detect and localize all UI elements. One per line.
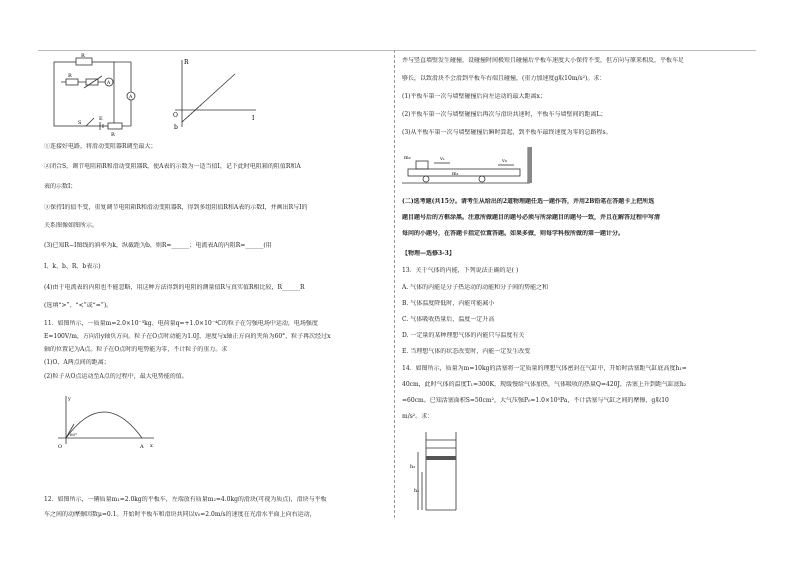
- svg-text:v₁: v₁: [440, 156, 445, 162]
- step-1: ①连接好电路，将滑动变阻器R调至最大；: [44, 143, 157, 150]
- svg-text:m₁: m₁: [452, 171, 459, 177]
- svg-text:O: O: [173, 112, 178, 119]
- svg-text:I: I: [252, 115, 255, 122]
- svg-text:x: x: [150, 443, 153, 449]
- svg-text:b: b: [174, 124, 178, 131]
- circuit-diagram: [46, 52, 151, 137]
- svg-text:S: S: [78, 120, 82, 126]
- r-i-graph: [170, 52, 260, 137]
- column-divider: [394, 50, 395, 518]
- right-column: 并与竖直墙壁发生碰撞，设碰撞时间极短且碰撞后平板车速度大小保持不变，但方向与原来相反，平板车足 够长，以致滑块不会滑到平板车右端且碰撞，(重力加速度g取10m/s²)。求： (1)平板车第一次与墙壁碰撞后向左运动的最大距离x； (2)平板车第一次与墙壁碰撞后再次与滑块共速时，平板车与墙壁间的距离L； (3)从平板车第一次与墙壁碰撞后瞬时算起，到平板车最终速度为零的总路程s。 m₂ m₁ v₁ v₀ (二)选考题(共15分。请考生从给出的2道物理题任选一题作答，并用2B铅笔在答题卡上把所选 题目题号后的方框涂黑。注意所做题目的题号必须与所涂题目的题号一致，并且在解答过程中写清 每问的小题号，在答题卡指定位置答题。如果多做，则每学科按所做的第一题计分。 【物理—选修3-3】 13．关于气体的内能，下列说法正确的是( ) A. 气体的内能是分子热运动的动能和分子间的势能之和 B. 气体温度降低时，内能可能减小 C. 气体吸收热量后，温度一定升高 D. 一定量的某种理想气体的内能只与温度有关 E. 当理想气体的状态改变时，内能一定发生改变 14．如图所示，质量为m=10kg的活塞将一定质量的理想气体密封在气缸中，开始时活塞距气缸底高度h₁= 40cm，此时气体的温度T₁=300K，现缓慢给气体加热，气体吸收的热量Q=420J，活塞上升到距气缸底h₂ =60cm。已知活塞面积S=50cm²，大气压强P₀=1.0×10⁵Pa，不计活塞与气缸之间的摩擦，g取10 m/s²。求： h₂ h₁: [402, 0, 757, 562]
- svg-text:O: O: [58, 444, 63, 450]
- step-3: ③保持I的值不变，重复调节电阻箱R和滑动变阻器R，得到多组阻值R和A表的示数I，并画出R与I的: [44, 204, 308, 211]
- svg-text:v₀: v₀: [502, 158, 507, 164]
- svg-text:E: E: [99, 116, 103, 122]
- option-a: A. 气体的内能是分子热运动的动能和分子间的势能之和: [402, 284, 549, 291]
- svg-text:A: A: [107, 81, 111, 86]
- svg-text:A: A: [129, 95, 133, 100]
- cylinder-diagram: [406, 428, 466, 516]
- svg-text:m₂: m₂: [404, 155, 411, 161]
- cart-wall-diagram: [402, 145, 552, 187]
- svg-text:60°: 60°: [70, 432, 78, 437]
- option-b: B. 气体温度降低时，内能可能减小: [402, 300, 495, 307]
- option-c: C. 气体吸收热量后，温度一定升高: [402, 316, 495, 323]
- question-3: (3)已知R−I图线的斜率为k，纵截距为b，则R=______；电流表A的内阻R=______(用: [44, 242, 272, 249]
- svg-text:y: y: [68, 396, 71, 402]
- option-d: D. 一定量的某种理想气体的内能只与温度有关: [402, 332, 525, 339]
- svg-text:h₁: h₁: [414, 488, 420, 494]
- step-2: ②闭合S，调节电阻箱R和滑动变阻器R，使A表的示数为一适当值I，记下此时电阻箱的阻值R和A: [44, 163, 301, 170]
- label-r: R: [81, 53, 85, 59]
- elective-instructions: (二)选考题(共15分。请考生从给出的2道物理题任选一题作答，并用2B铅笔在答题卡上把所选: [402, 198, 655, 205]
- question-12: 12．如图所示，一辆质量m₁=2.0kg的平板车，左端放有质量m₂=4.0kg的滑块(可视为质点)，滑块与平板: [44, 496, 327, 503]
- question-11: 11．如图所示，一质量m=2.0×10⁻³kg、电荷量q=+1.0×10⁻⁴C的粒子在匀强电场中运动，电场强度: [44, 320, 318, 327]
- svg-text:R: R: [68, 73, 72, 79]
- piston: [426, 456, 456, 460]
- elective-title: 【物理—选修3-3】: [402, 250, 455, 257]
- question-14: 14．如图所示，质量为m=10kg的活塞将一定质量的理想气体密封在气缸中，开始时活塞距气缸底高度h₁=: [402, 365, 687, 372]
- option-e: E. 当理想气体的状态改变时，内能一定发生改变: [402, 348, 531, 355]
- svg-text:R: R: [111, 132, 115, 137]
- svg-text:R: R: [184, 59, 189, 66]
- trajectory-diagram: [44, 392, 159, 454]
- svg-text:h₂: h₂: [410, 464, 416, 470]
- svg-text:A: A: [140, 444, 144, 450]
- question-4: (4)由于电流表的内阻也不能忽略，用这种方法得到的电阻的测量值R与真实值R相比较，R______R: [44, 284, 305, 291]
- question-13: 13．关于气体的内能，下列说法正确的是( ): [402, 267, 519, 274]
- left-column: R R A A S E R R I O b ①连接好电路，将滑动变阻器R调至最大； ②闭合S，调节电阻箱R和滑动变阻器R，使A表的示数为一适当值I，记下此时电阻箱的阻值R和A 表的示数I； ③保持I的值不变，重复调节电阻箱R和滑动变阻器R，得到多组阻值R和A表的示数I，并画出R与I的 关系图像如图所示。 (3)已知R−I图线的斜率为k，纵截距为b，则R=______；电流表A的内阻R=______(用 I、k、b、R、b表示) (4)由于电流表的内阻也不能忽略，用这种方法得到的电阻的测量值R与真实值R相比较，R______R (选填“>”、“<”或“=”)。 11．如图所示，一质量m=2.0×10⁻³kg、电荷量q=+1.0×10⁻⁴C的粒子在匀强电场中运动，电场强度 E=100V/m，方向沿y轴负方向。粒子在O点时动能为1.0J，速度与x轴正方向的夹角为60°，粒子再次经过x 轴的位置记为A点。粒子在O点时的电势能为零，不计粒子的重力。求 (1)O、A两点间的距离； (2)粒子从O点运动至A点的过程中，最大电势能的值。 y x O A 60° 12．如图所示，一辆质量m₁=2.0kg的平板车，左端放有质量m₂=4.0kg的滑块(可视为质点)，滑块与平板 车之间的动摩擦因数μ=0.1。开始时平板车和滑块共同以v₀=2.0m/s的速度在光滑水平面上向右运动，: [44, 0, 389, 562]
